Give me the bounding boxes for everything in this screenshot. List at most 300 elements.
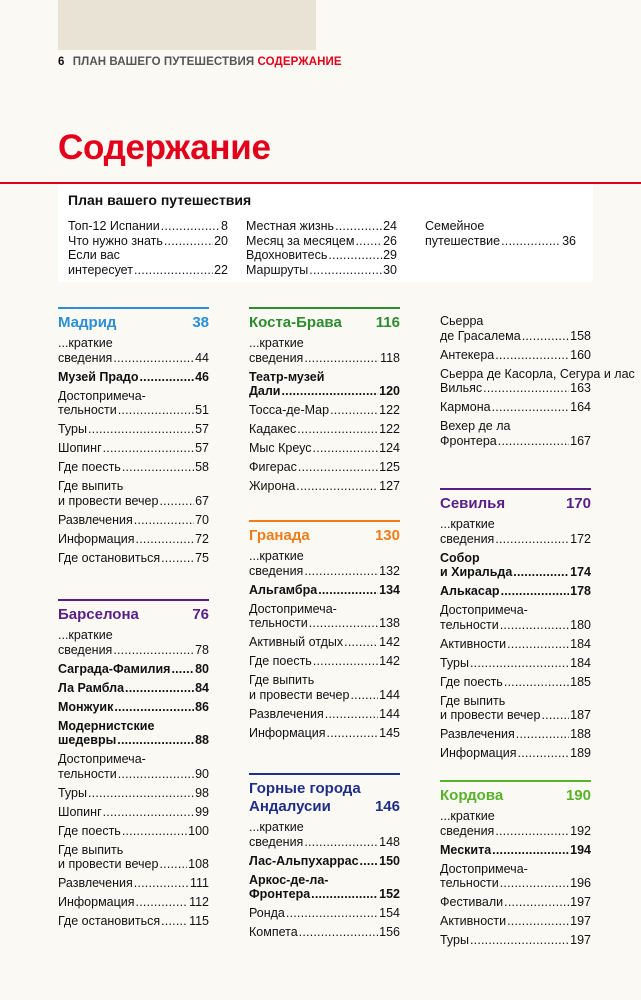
toc-entry[interactable] [249, 906, 400, 921]
toc-entry[interactable] [58, 532, 209, 547]
toc-entry-label: сведения [440, 531, 495, 546]
toc-entry[interactable] [249, 820, 400, 849]
toc-entry-page: 90 [195, 766, 209, 781]
toc-entry[interactable] [58, 843, 209, 872]
toc-entry-page: 20 [214, 233, 228, 248]
toc-entry[interactable] [249, 583, 400, 598]
toc-entry-label: Информация [58, 895, 135, 909]
toc-entry-label: Где поесть [440, 674, 503, 689]
leader-dots [159, 494, 194, 509]
toc-entry[interactable] [68, 234, 228, 249]
toc-entry[interactable] [440, 843, 591, 858]
section-page: 170 [565, 495, 591, 512]
toc-entry-row [440, 400, 591, 415]
leader-dots [522, 329, 569, 344]
leader-dots [161, 914, 188, 929]
section-page: 76 [192, 606, 209, 623]
toc-entry[interactable] [58, 786, 209, 801]
toc-entry-row [246, 248, 397, 263]
toc-entry-row [68, 234, 228, 249]
toc-list [249, 820, 400, 940]
toc-entry-label: Кадакес [249, 422, 297, 436]
section-name: Коста-Брава [249, 314, 342, 331]
toc-entry-row [440, 565, 591, 580]
toc-entry-label-line1: Где выпить [58, 842, 124, 857]
toc-entry-label: Шопинг [58, 804, 102, 819]
toc-entry-label-line1: ...краткие [249, 549, 304, 563]
page-number: 6 [58, 56, 65, 68]
toc-entry-row [58, 422, 209, 437]
leader-dots [125, 681, 194, 696]
toc-entry-row [249, 616, 400, 631]
leader-dots [309, 616, 378, 631]
toc-entry[interactable] [425, 219, 576, 248]
plan-column-1 [68, 219, 228, 277]
toc-entry-label: шедевры [58, 733, 117, 747]
toc-entry-page: 197 [570, 914, 591, 928]
toc-entry[interactable] [58, 422, 209, 437]
toc-entry[interactable] [440, 314, 591, 343]
toc-entry[interactable] [249, 654, 400, 669]
toc-entry-label-line1: Сьерра де Касорла, Сегура и лас [440, 366, 635, 381]
toc-entry-page: 138 [379, 616, 400, 630]
toc-entry[interactable] [440, 551, 591, 580]
toc-entry-page: 57 [195, 441, 209, 455]
leader-dots [492, 400, 570, 415]
toc-entry-label: Монжуик [58, 699, 114, 714]
toc-entry-label: сведения [249, 350, 304, 365]
toc-entry[interactable] [249, 370, 400, 399]
toc-entry-page: 150 [379, 853, 400, 868]
toc-entry[interactable] [440, 675, 591, 690]
toc-entry[interactable] [440, 348, 591, 363]
toc-entry[interactable] [440, 727, 591, 742]
toc-entry-label-line1: ...краткие [58, 336, 113, 350]
toc-entry-label: Ла Рамбла [58, 680, 125, 695]
toc-entry-page: 194 [570, 842, 591, 857]
toc-entry[interactable] [246, 234, 397, 249]
toc-entry-label: тельности [58, 766, 117, 781]
toc-entry-row [440, 675, 591, 690]
section-name: Мадрид [58, 314, 117, 331]
toc-entry[interactable] [58, 824, 209, 839]
section-madrid [58, 307, 209, 570]
toc-entry[interactable] [440, 746, 591, 761]
toc-entry[interactable] [440, 603, 591, 632]
toc-entry-label: Развлечения [58, 876, 133, 890]
toc-entry[interactable] [58, 551, 209, 566]
toc-list [58, 628, 209, 929]
toc-entry-row [58, 532, 209, 547]
toc-entry-row [440, 746, 591, 761]
leader-dots [136, 895, 189, 910]
toc-entry-row [58, 681, 209, 696]
toc-entry-label-line1: Достопримеча- [58, 752, 146, 766]
toc-entry-page: 184 [570, 636, 591, 651]
toc-entry-page: 156 [379, 925, 400, 939]
leader-dots [355, 234, 382, 249]
leader-dots [495, 532, 569, 547]
toc-entry-label-line1: Где выпить [440, 693, 506, 708]
section-page: 130 [374, 527, 400, 544]
toc-entry-label: Где остановиться [58, 914, 161, 928]
toc-entry-label: Ронда [249, 906, 285, 920]
toc-entry[interactable] [246, 219, 397, 234]
toc-entry[interactable] [440, 862, 591, 891]
toc-entry-label: Жирона [249, 479, 296, 493]
toc-entry-page: 24 [383, 219, 397, 233]
toc-entry-row [249, 460, 400, 475]
toc-entry-label: Тосса-де-Мар [249, 403, 330, 417]
toc-list [58, 336, 209, 565]
toc-entry-label: Информация [58, 531, 135, 546]
section-header[interactable] [440, 780, 591, 809]
toc-entry-label: Мыс Креус [249, 441, 312, 455]
section-sevilla [440, 488, 591, 765]
toc-entry-label-line1: Достопримеча- [440, 603, 528, 617]
toc-entry-page: 112 [189, 895, 209, 909]
toc-entry-row [68, 219, 228, 234]
toc-entry-label: Музей Прадо [58, 369, 139, 384]
toc-entry[interactable] [249, 854, 400, 869]
toc-entry[interactable] [249, 336, 400, 365]
leader-dots [500, 876, 569, 891]
toc-entry-label: Саграда-Фамилия [58, 661, 171, 676]
toc-entry-page: 122 [379, 422, 400, 436]
toc-entry-page: 145 [379, 725, 400, 740]
toc-entry-label: тельности [440, 617, 499, 632]
toc-entry-row [58, 513, 209, 528]
toc-entry-label-line1: Если вас [68, 248, 120, 262]
toc-entry-page: 163 [570, 381, 591, 395]
toc-entry[interactable] [68, 219, 228, 234]
toc-entry-label-line1: Достопримеча- [58, 388, 146, 403]
toc-entry-page: 58 [195, 460, 209, 474]
toc-entry[interactable] [58, 914, 209, 929]
section-header[interactable] [249, 307, 400, 336]
toc-entry-row [440, 708, 591, 723]
toc-entry-row [440, 914, 591, 929]
toc-entry[interactable] [58, 895, 209, 910]
toc-entry-page: 184 [570, 655, 591, 670]
toc-entry[interactable] [440, 584, 591, 599]
running-head [58, 56, 342, 68]
toc-entry-label: Развлечения [249, 706, 324, 721]
toc-entry[interactable] [58, 370, 209, 385]
toc-entry[interactable] [58, 700, 209, 715]
toc-entry[interactable] [249, 479, 400, 494]
toc-entry[interactable] [246, 263, 397, 278]
toc-entry-label: Туры [58, 785, 87, 800]
toc-entry-row [58, 403, 209, 418]
toc-entry-page: 120 [379, 384, 400, 398]
toc-entry-page: 192 [570, 823, 591, 838]
toc-entry[interactable] [58, 805, 209, 820]
toc-entry[interactable] [58, 662, 209, 677]
toc-entry-page: 99 [195, 804, 209, 819]
toc-entry[interactable] [440, 517, 591, 546]
toc-entry[interactable] [440, 933, 591, 948]
toc-entry-row [249, 654, 400, 669]
toc-entry-row [440, 656, 591, 671]
book-part-label: ПЛАН ВАШЕГО ПУТЕШЕСТВИЯ [72, 56, 255, 68]
toc-entry-page: 152 [379, 887, 400, 901]
toc-list [249, 549, 400, 740]
toc-entry-page: 80 [195, 661, 209, 676]
toc-entry-page: 51 [195, 403, 209, 417]
toc-entry-row [58, 551, 209, 566]
toc-entry-page: 115 [189, 914, 209, 928]
section-andalusia [249, 773, 400, 944]
toc-entry-label: сведения [58, 642, 113, 657]
toc-entry-page: 197 [570, 895, 591, 909]
toc-entry-label: Активности [440, 636, 507, 651]
toc-entry[interactable] [249, 403, 400, 418]
leader-dots [504, 675, 569, 690]
section-header[interactable] [58, 307, 209, 336]
toc-entry[interactable] [58, 719, 209, 748]
toc-entry-page: 70 [195, 512, 209, 527]
toc-entry-label: Что нужно знать [68, 233, 163, 248]
toc-entry-page: 84 [195, 680, 209, 695]
plan-title: План вашего путешествия [68, 192, 252, 208]
toc-entry-page: 118 [380, 350, 400, 365]
toc-entry[interactable] [58, 460, 209, 475]
leader-dots [318, 583, 378, 598]
leader-dots [299, 925, 378, 940]
toc-entry-row [249, 707, 400, 722]
leader-dots [470, 656, 569, 671]
toc-entry[interactable] [249, 673, 400, 702]
section-name: Горные города Андалусии [249, 780, 361, 815]
toc-entry[interactable] [440, 419, 591, 448]
toc-entry-page: 196 [570, 876, 591, 890]
leader-dots [507, 637, 569, 652]
toc-entry[interactable] [249, 549, 400, 578]
toc-entry[interactable] [58, 336, 209, 365]
leader-dots [140, 370, 195, 385]
toc-entry-page: 46 [195, 369, 209, 384]
toc-entry-label: Фронтера [440, 433, 497, 448]
toc-entry-page: 189 [570, 746, 591, 760]
toc-entry-row [249, 925, 400, 940]
toc-entry[interactable] [58, 479, 209, 508]
leader-dots [304, 351, 379, 366]
toc-entry-page: 124 [379, 441, 400, 455]
toc-entry-label-line1: Собор [440, 550, 480, 565]
toc-entry-row [249, 441, 400, 456]
toc-entry-row [58, 441, 209, 456]
toc-entry-row [440, 329, 591, 344]
toc-entry-row [58, 824, 209, 839]
leader-dots [297, 422, 378, 437]
leader-dots [118, 403, 194, 418]
toc-entry-page: 36 [562, 233, 576, 248]
toc-list [440, 809, 591, 948]
leader-dots [360, 854, 379, 869]
toc-entry-label: Вильяс [440, 381, 483, 395]
section-header[interactable] [440, 488, 591, 517]
toc-entry-label-line1: Модернистские [58, 718, 155, 733]
toc-entry[interactable] [440, 914, 591, 929]
leader-dots [350, 688, 378, 703]
section-costa-brava [249, 307, 400, 498]
toc-entry-row [246, 219, 397, 234]
toc-entry-page: 158 [570, 328, 591, 343]
toc-entry-page: 30 [383, 262, 397, 277]
section-page: 116 [375, 314, 400, 331]
leader-dots [134, 263, 213, 278]
toc-entry[interactable] [440, 366, 635, 396]
toc-entry-page: 8 [221, 219, 228, 233]
toc-entry-row [440, 637, 591, 652]
leader-dots [103, 805, 194, 820]
toc-entry-row [249, 635, 400, 650]
toc-entry-label: Компета [249, 925, 298, 939]
toc-entry-page: 187 [570, 708, 591, 722]
toc-entry-label: Дали [249, 384, 281, 398]
leader-dots [541, 708, 569, 723]
toc-entry[interactable] [58, 681, 209, 696]
toc-entry-row [440, 532, 591, 547]
toc-entry-row [58, 662, 209, 677]
leader-dots [304, 564, 378, 579]
toc-entry-label: Где поесть [58, 460, 121, 474]
toc-entry-label: Антекера [440, 347, 495, 362]
toc-entry-page: 134 [379, 582, 400, 597]
toc-entry-label: Развлечения [440, 727, 515, 741]
toc-entry-label: Лас-Альпухаррас [249, 853, 359, 868]
toc-entry[interactable] [249, 873, 400, 902]
toc-entry[interactable] [249, 441, 400, 456]
plan-column-3 [425, 219, 576, 248]
toc-entry-label: сведения [440, 823, 495, 838]
toc-entry[interactable] [249, 635, 400, 650]
toc-entry[interactable] [58, 513, 209, 528]
toc-entry[interactable] [58, 389, 209, 418]
toc-entry-page: 75 [195, 550, 209, 565]
toc-entry-label: Вдохновитесь [246, 248, 328, 262]
toc-entry-row [440, 618, 591, 633]
leader-dots [134, 876, 189, 891]
toc-entry-row [249, 479, 400, 494]
toc-entry-label-line1: Театр-музей [249, 369, 325, 384]
toc-entry[interactable] [58, 752, 209, 781]
toc-entry[interactable] [58, 628, 209, 657]
toc-entry-row [58, 805, 209, 820]
section-page: 146 [374, 798, 400, 815]
toc-entry-row [58, 494, 209, 509]
toc-entry-page: 167 [570, 433, 591, 448]
toc-entry-label-line1: ...краткие [440, 517, 495, 531]
leader-dots [516, 727, 569, 742]
leader-dots [164, 234, 213, 249]
leader-dots [88, 422, 194, 437]
toc-entry[interactable] [249, 925, 400, 940]
toc-entry[interactable] [249, 726, 400, 741]
leader-dots [296, 479, 378, 494]
toc-entry-label-line1: Где выпить [249, 673, 315, 687]
toc-entry-row [68, 263, 228, 278]
toc-entry-label: Мескита [440, 842, 492, 857]
toc-entry[interactable] [440, 637, 591, 652]
leader-dots [122, 460, 194, 475]
toc-entry-page: 127 [379, 479, 400, 493]
leader-dots [161, 219, 220, 234]
toc-entry-label: сведения [249, 834, 304, 849]
toc-entry[interactable] [249, 707, 400, 722]
toc-entry-page: 144 [379, 706, 400, 721]
toc-entry-page: 132 [379, 563, 400, 578]
toc-entry[interactable] [58, 876, 209, 891]
leader-dots [118, 767, 194, 782]
toc-entry-label: Фронтера [249, 887, 311, 901]
toc-entry-row [58, 460, 209, 475]
toc-entry-row [440, 584, 591, 599]
toc-entry-row [58, 857, 209, 872]
toc-entry[interactable] [440, 895, 591, 910]
toc-entry-page: 86 [195, 699, 209, 714]
toc-entry-label-line1: ...краткие [440, 809, 495, 823]
toc-entry-label-line1: Вехер де ла [440, 419, 511, 433]
section-header[interactable] [249, 520, 400, 549]
toc-entry[interactable] [68, 248, 228, 277]
toc-entry-page: 142 [379, 635, 400, 649]
toc-entry[interactable] [249, 460, 400, 475]
toc-entry-row [58, 351, 209, 366]
toc-entry-row [249, 887, 400, 902]
toc-entry[interactable] [249, 422, 400, 437]
leader-dots [304, 835, 378, 850]
toc-entry-row [249, 422, 400, 437]
toc-entry-label: Маршруты [246, 262, 309, 277]
toc-entry-page: 98 [195, 785, 209, 800]
toc-entry[interactable] [440, 809, 591, 838]
leader-dots [161, 551, 194, 566]
toc-entry-row [249, 564, 400, 579]
toc-entry[interactable] [58, 441, 209, 456]
section-header[interactable] [58, 599, 209, 628]
toc-entry-row [440, 824, 591, 839]
toc-entry-page: 148 [379, 834, 400, 849]
toc-entry[interactable] [440, 656, 591, 671]
section-name: Барселона [58, 606, 139, 623]
toc-entry-page: 122 [379, 403, 400, 417]
toc-entry-page: 125 [379, 460, 400, 474]
section-name: Севилья [440, 495, 506, 512]
toc-entry-row [58, 895, 209, 910]
section-header[interactable] [249, 773, 400, 820]
leader-dots [134, 513, 194, 528]
toc-entry-label: интересует [68, 262, 133, 277]
toc-entry-label-line1: ...краткие [58, 628, 113, 642]
toc-entry-row [58, 876, 209, 891]
leader-dots [313, 441, 379, 456]
toc-entry[interactable] [440, 400, 591, 415]
toc-entry-row [249, 384, 400, 399]
toc-entry[interactable] [249, 602, 400, 631]
toc-entry-page: 172 [570, 531, 591, 546]
toc-entry[interactable] [246, 248, 397, 263]
toc-entry-page: 67 [195, 493, 209, 508]
toc-entry-row [249, 835, 400, 850]
leader-dots [501, 584, 570, 599]
col3-continued-list [440, 314, 635, 453]
plan-box [58, 184, 593, 282]
toc-entry-row [249, 726, 400, 741]
leader-dots [88, 786, 194, 801]
toc-entry[interactable] [440, 694, 591, 723]
